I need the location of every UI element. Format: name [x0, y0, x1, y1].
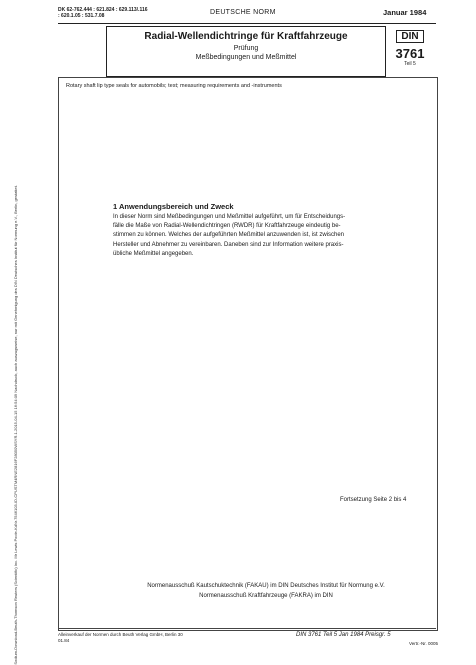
issue-date: Januar 1984 — [383, 8, 427, 17]
dk-line-2: : 620.1.05 : 531.7.08 — [58, 13, 105, 19]
side-note — [13, 185, 29, 665]
english-title: Rotary shaft lip type seals for automobils; test; measuring requirements and -instruments — [66, 83, 282, 89]
document-title: Radial-Wellendichtringe für Kraftfahrzeuge — [144, 31, 348, 42]
content-frame — [58, 77, 438, 631]
paragraph-line: stimmen zu können. Welches der aufgeführten Meßmittel anzuwenden ist, ist zwischen — [113, 232, 344, 239]
committee-line-2: Normenausschuß Kraftfahrzeuge (FAKRA) im DIN — [199, 593, 333, 599]
din-number: 3761 — [395, 46, 425, 61]
paragraph-line: übliche Meßmittel angegeben. — [113, 250, 194, 257]
footer-contract-number: Vertr.-Nr. 0005 — [409, 641, 439, 646]
footer-code: 01.84 — [58, 637, 70, 643]
paragraph-line: fälle die Maße von Radial-Wellendichtringen (RWDR) für Kraftfahrzeuge eindeutig be- — [113, 223, 341, 230]
header-rule — [58, 23, 436, 24]
din-part: Teil 5 — [404, 61, 416, 67]
committee-block — [116, 581, 416, 601]
paragraph-line: In dieser Norm sind Meßbedingungen und Meßmittel aufgeführt, um für Entscheidungs- — [113, 214, 346, 220]
din-number-box — [386, 26, 434, 75]
dk-classification — [58, 7, 218, 19]
document-subtitle-2: Meßbedingungen und Meßmittel — [195, 54, 297, 61]
document-subtitle-1: Prüfung — [233, 45, 259, 52]
din-logo: DIN — [396, 30, 423, 43]
committee-line-1: Normenausschuß Kautschuktechnik (FAKAU) im DIN Deutsches Institut für Normung e.V. — [147, 583, 385, 589]
footer-publisher: Alleinverkauf der Normen durch Beuth Verlag GmbH, Berlin 30 — [58, 632, 183, 637]
paragraph-line: Hersteller und Abnehmer zu vereinbaren. Daneben sind zur Information weitere praxis- — [113, 241, 344, 248]
side-note-text: Sodium-Download-Beuth-Thomson Reuters (Scientific) Inc. Mr Lewis Poole-KdNr.7546103-ID-CPUSTM4RNE2816F28050WSYR.1-2015-04-15 16:54:09 Nachdruck, auch auszugsweise, nur mit Genehmigung des DIN Deutsches Institut für Normung e.V., Berlin, gestattet. — [13, 185, 18, 665]
title-box — [106, 26, 386, 77]
continuation-note: Fortsetzung Seite 2 bis 4 — [340, 497, 407, 503]
dk-line-1: DK 62-762.444 : 621.824 : 629.113/.116 — [58, 7, 148, 13]
section-paragraph — [113, 213, 413, 259]
footer-left — [58, 632, 228, 643]
footer-right: DIN 3761 Teil 5 Jan 1984 Preisgr. 5 — [296, 632, 391, 638]
norm-label: DEUTSCHE NORM — [210, 9, 276, 16]
footer-rule — [58, 628, 436, 629]
section-heading: 1 Anwendungsbereich und Zweck — [113, 202, 234, 211]
